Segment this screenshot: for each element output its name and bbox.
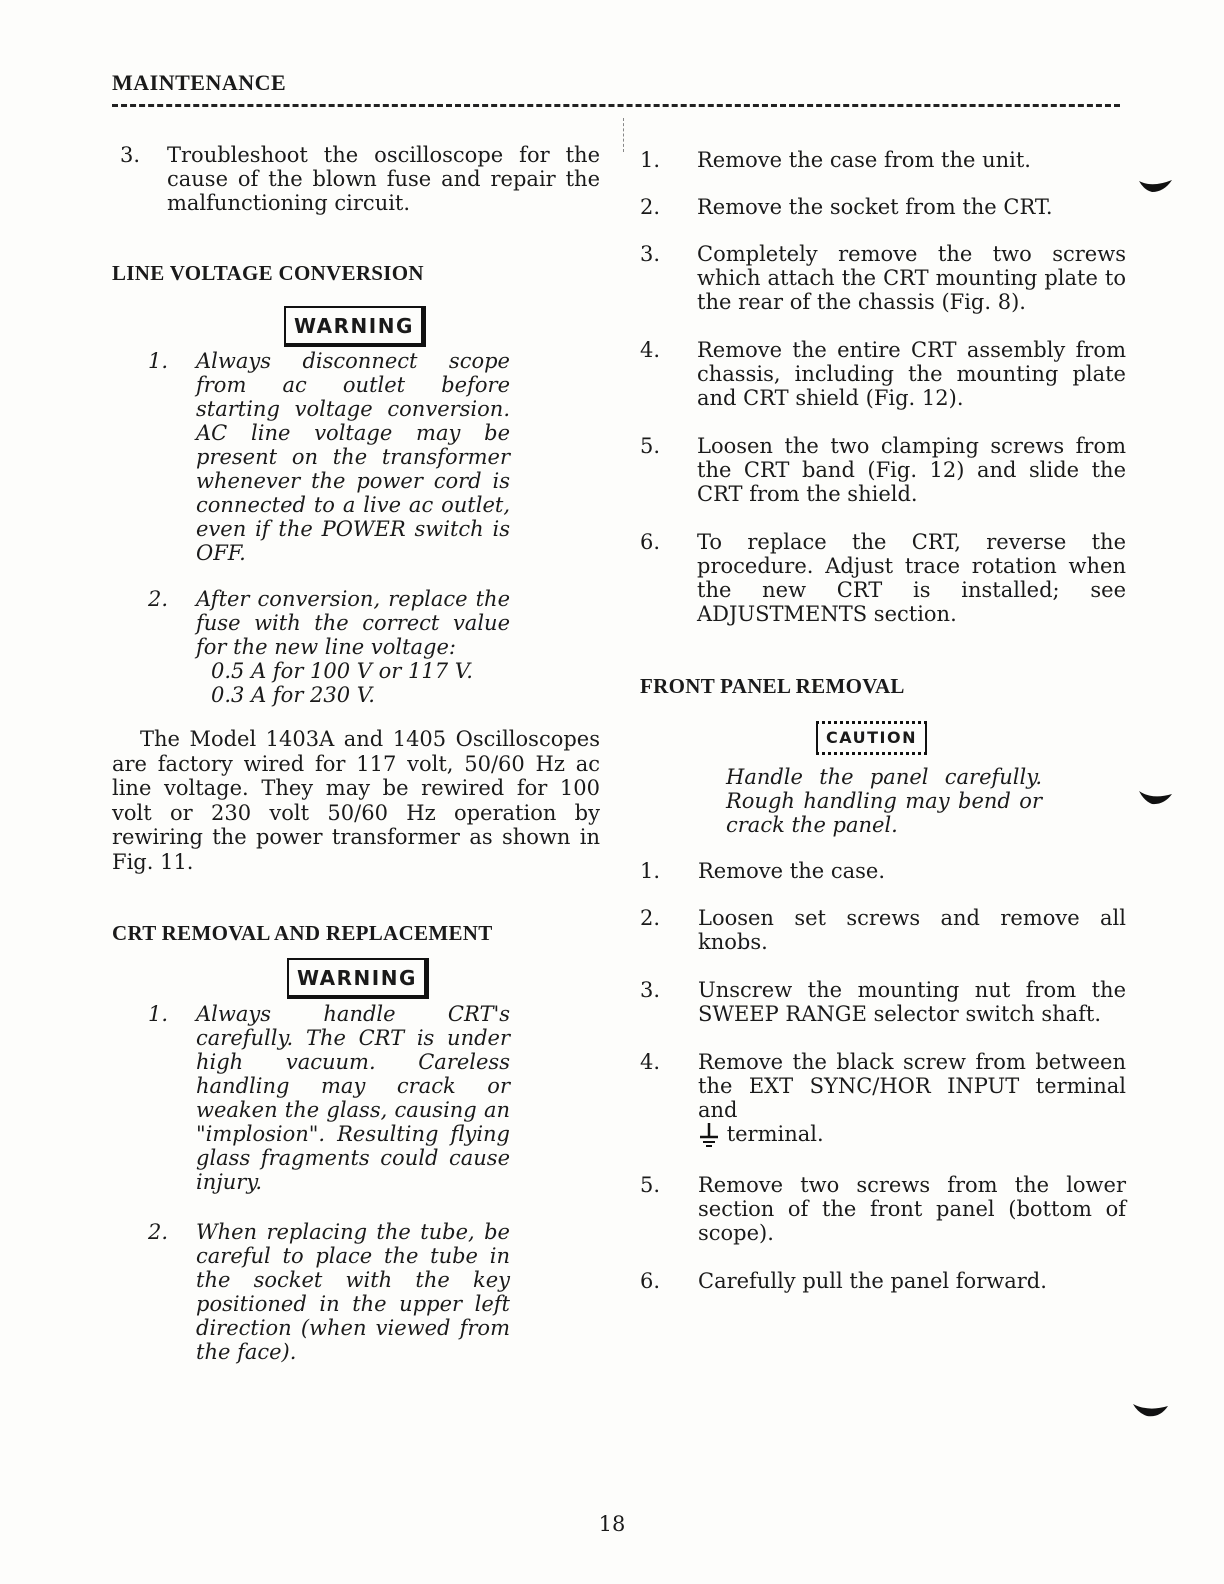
item-number: 4. xyxy=(640,338,661,362)
item-text: Remove the case. xyxy=(698,859,885,883)
item-text: Always disconnect scope from ac outlet before starting voltage conversion. AC line voltage may be present on the transformer whenever the power cord is connected to a live ac outlet, even if the POWER switch is OFF. xyxy=(196,349,510,565)
right-column xyxy=(640,148,1126,1293)
item-number: 2. xyxy=(640,195,661,219)
scan-edge-mark-icon xyxy=(1138,174,1174,196)
list-item xyxy=(640,148,1126,172)
list-item xyxy=(640,978,1126,1026)
list-item xyxy=(640,195,1126,219)
item-text: Remove two screws from the lower section of the front panel (bottom of scope). xyxy=(698,1173,1126,1245)
warning-box: WARNING xyxy=(284,306,426,347)
item-number: 4. xyxy=(640,1050,661,1074)
list-item xyxy=(640,242,1126,314)
list-item xyxy=(640,1173,1126,1245)
caution-text: Handle the panel carefully. Rough handling may bend or crack the panel. xyxy=(726,765,1042,837)
fuse-values xyxy=(148,659,510,707)
item-number: 2. xyxy=(148,1220,169,1244)
list-item xyxy=(148,1002,510,1194)
item-number: 1. xyxy=(148,349,169,373)
list-item xyxy=(640,1269,1126,1293)
item-number: 1. xyxy=(640,148,661,172)
item-text: To replace the CRT, reverse the procedure. Adjust trace rotation when the new CRT is installed; see ADJUSTMENTS section. xyxy=(697,530,1126,626)
warning-list xyxy=(112,1002,510,1364)
scan-edge-mark-icon xyxy=(1138,786,1174,808)
scan-edge-mark-icon xyxy=(1132,1398,1170,1420)
item-text: Completely remove the two screws which attach the CRT mounting plate to the rear of the chassis (Fig. 8). xyxy=(697,242,1126,314)
item-number: 3. xyxy=(640,978,661,1002)
front-panel-heading: FRONT PANEL REMOVAL xyxy=(640,674,905,698)
left-column xyxy=(112,143,600,1364)
item-text: When replacing the tube, be careful to place the tube in the socket with the key positioned in the upper left direction (when viewed from the face). xyxy=(196,1220,510,1364)
list-item xyxy=(640,530,1126,626)
line-voltage-heading: LINE VOLTAGE CONVERSION xyxy=(112,261,424,285)
item-text: Loosen the two clamping screws from the CRT band (Fig. 12) and slide the CRT from the shield. xyxy=(697,434,1126,506)
header-dashed-rule xyxy=(112,104,1120,107)
list-item xyxy=(640,434,1126,506)
item-text: After conversion, replace the fuse with the correct value for the new line voltage: xyxy=(196,587,510,659)
item-text: Remove the case from the unit. xyxy=(697,148,1031,172)
list-item xyxy=(112,143,600,215)
item-text-main: Remove the black screw from between the EXT SYNC/HOR INPUT terminal and xyxy=(698,1050,1126,1122)
list-item xyxy=(640,338,1126,410)
crt-removal-heading: CRT REMOVAL AND REPLACEMENT xyxy=(112,921,493,945)
ground-symbol-icon xyxy=(698,1123,720,1149)
list-item xyxy=(148,587,510,659)
item-text: Troubleshoot the oscilloscope for the cause of the blown fuse and repair the malfunctioning circuit. xyxy=(167,143,600,215)
list-item xyxy=(640,1050,1126,1149)
item-number: 5. xyxy=(640,1173,661,1197)
item-number: 1. xyxy=(148,1002,169,1026)
fuse-value: 0.5 A for 100 V or 117 V. xyxy=(211,659,473,683)
page-number: 18 xyxy=(598,1512,626,1536)
item-text xyxy=(698,1050,1126,1149)
item-number: 6. xyxy=(640,530,661,554)
item-text: Unscrew the mounting nut from the SWEEP RANGE selector switch shaft. xyxy=(698,978,1126,1026)
item-text: Remove the entire CRT assembly from chassis, including the mounting plate and CRT shield (Fig. 12). xyxy=(697,338,1126,410)
item-number: 2. xyxy=(148,587,169,611)
item-text: Carefully pull the panel forward. xyxy=(698,1269,1047,1293)
list-item xyxy=(640,859,1126,883)
item-number: 2. xyxy=(640,906,661,930)
warning-list xyxy=(112,349,510,707)
column-divider xyxy=(623,118,624,152)
item-text: Loosen set screws and remove all knobs. xyxy=(698,906,1126,954)
list-item xyxy=(640,906,1126,954)
item-number: 6. xyxy=(640,1269,661,1293)
item-text: Always handle CRT's carefully. The CRT is under high vacuum. Careless handling may crack or weaken the glass, causing an "implosion". Resulting flying glass fragments could cause injury. xyxy=(196,1002,510,1194)
item-text-suffix: terminal. xyxy=(726,1122,824,1146)
item-number: 5. xyxy=(640,434,661,458)
item-number: 3. xyxy=(640,242,661,266)
list-item xyxy=(148,349,510,565)
line-voltage-paragraph: The Model 1403A and 1405 Oscilloscopes are factory wired for 117 volt, 50/60 Hz ac line voltage. They may be rewired for 100 volt or 230 volt 50/60 Hz operation by rewiring the power transformer as shown in Fig. 11. xyxy=(112,727,600,874)
caution-box: CAUTION xyxy=(816,721,927,755)
section-header: MAINTENANCE xyxy=(112,70,287,95)
item-number: 1. xyxy=(640,859,661,883)
list-item xyxy=(148,1220,510,1364)
item-number: 3. xyxy=(120,143,141,167)
warning-box: WARNING xyxy=(287,958,429,999)
fuse-value: 0.3 A for 230 V. xyxy=(211,683,375,707)
item-text: Remove the socket from the CRT. xyxy=(697,195,1053,219)
